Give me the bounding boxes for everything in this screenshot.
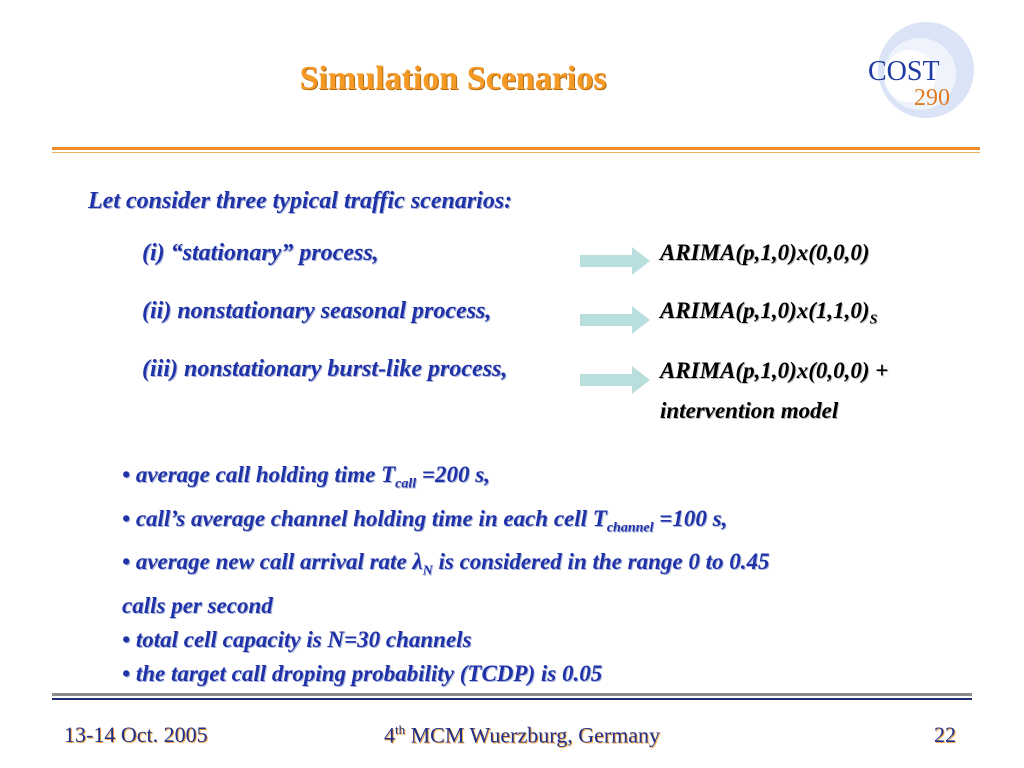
title-divider [52, 147, 980, 150]
scenario-2-model: $ARIMA(p,1,0)x(1,1,0)_S$ [660, 298, 878, 328]
slide-title: Simulation Scenarios [299, 60, 607, 97]
footer-page-number: 22 [934, 722, 956, 747]
bullet-cell-capacity: • total cell capacity is N=30 channels [122, 626, 472, 652]
scenario-3-model: ARIMA(p,1,0)x(0,0,0) + [660, 358, 889, 383]
bullet-call-holding-time: • average call holding time $T_{call} =200$ s, [122, 462, 490, 492]
bullet-target-tcdp: • the target call droping probability (TCDP) is 0.05 [122, 660, 603, 686]
scenario-1-model: ARIMA(p,1,0)x(0,0,0) [660, 240, 870, 265]
logo-number: 290 [914, 85, 950, 111]
arrow-icon [580, 366, 650, 394]
logo-text: COST [868, 56, 940, 87]
scenario-3-model-line2: intervention model [660, 398, 839, 423]
bullet-channel-holding-time: • call’s average channel holding time in each cell $T_{channel} =100$ s, [122, 505, 728, 536]
intro-text: Let consider three typical traffic scenarios: [88, 188, 513, 214]
footer-date: 13-14 Oct. 2005 [64, 722, 208, 747]
cost-logo [860, 20, 980, 125]
scenario-3-label: (iii) nonstationary burst-like process, [142, 356, 508, 382]
arrow-icon [580, 247, 650, 275]
title-divider-shadow [52, 152, 980, 153]
footer-event: 4th MCM Wuerzburg, Germany [384, 722, 661, 748]
bullet-arrival-rate: • average new call arrival rate $\lambda_N$ is considered in the range 0 to 0.45 [122, 549, 770, 579]
scenario-2-label: (ii) nonstationary seasonal process, [142, 298, 492, 324]
arrow-icon [580, 306, 650, 334]
bullet-list [122, 458, 972, 691]
footer-divider-shadow [52, 698, 972, 700]
footer-divider [52, 693, 972, 696]
bullet-arrival-rate-line2: calls per second [122, 592, 273, 618]
scenario-1-label: (i) “stationary” process, [142, 240, 379, 266]
